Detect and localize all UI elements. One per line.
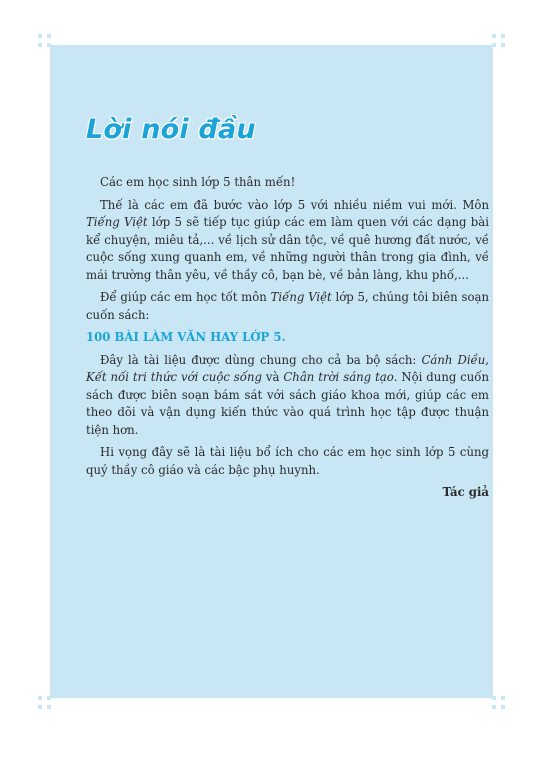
corner-ornament — [492, 696, 505, 709]
book-title: 100 BÀI LÀM VĂN HAY LỚP 5. — [86, 330, 286, 344]
author-signature: Tác giả — [442, 485, 489, 499]
closing-paragraph: Hi vọng đây sẽ là tài liệu bổ ích cho các em học sinh lớp 5 cùng quý thầy cô giáo và các bậc phụ huynh. — [86, 445, 489, 477]
corner-ornament — [38, 696, 51, 709]
intro-paragraph: Thế là các em đã bước vào lớp 5 với nhiều niềm vui mới. Môn Tiếng Việt lớp 5 sẽ tiếp tục giúp các em làm quen với các dạng bài kể chuyện, miêu tả,... về lịch sử dân tộc, về quê hương đất nước, về cuộc sống xung quanh em, về những người thân trong gia đình, về mái trường thân yêu, về thầy cô, bạn bè, về bản làng, khu phố,... — [86, 197, 489, 282]
corner-ornament — [38, 34, 51, 47]
preface-body — [86, 174, 489, 507]
purpose-paragraph: Để giúp các em học tốt môn Tiếng Việt lớp 5, chúng tôi biên soạn cuốn sách: — [86, 290, 489, 322]
description-paragraph: Đây là tài liệu được dùng chung cho cả ba bộ sách: Cánh Diều, Kết nối tri thức với cuộc sống và Chân trời sáng tạo. Nội dung cuốn sách được biên soạn bám sát với sách giáo khoa mới, giúp các em theo dõi và vận dụng kiến thức vào quá trình học tập được thuận tiện hơn. — [86, 352, 489, 437]
greeting-paragraph: Các em học sinh lớp 5 thân mến! — [100, 175, 296, 189]
page-title: Lời nói đầu — [86, 114, 256, 145]
corner-ornament — [492, 34, 505, 47]
